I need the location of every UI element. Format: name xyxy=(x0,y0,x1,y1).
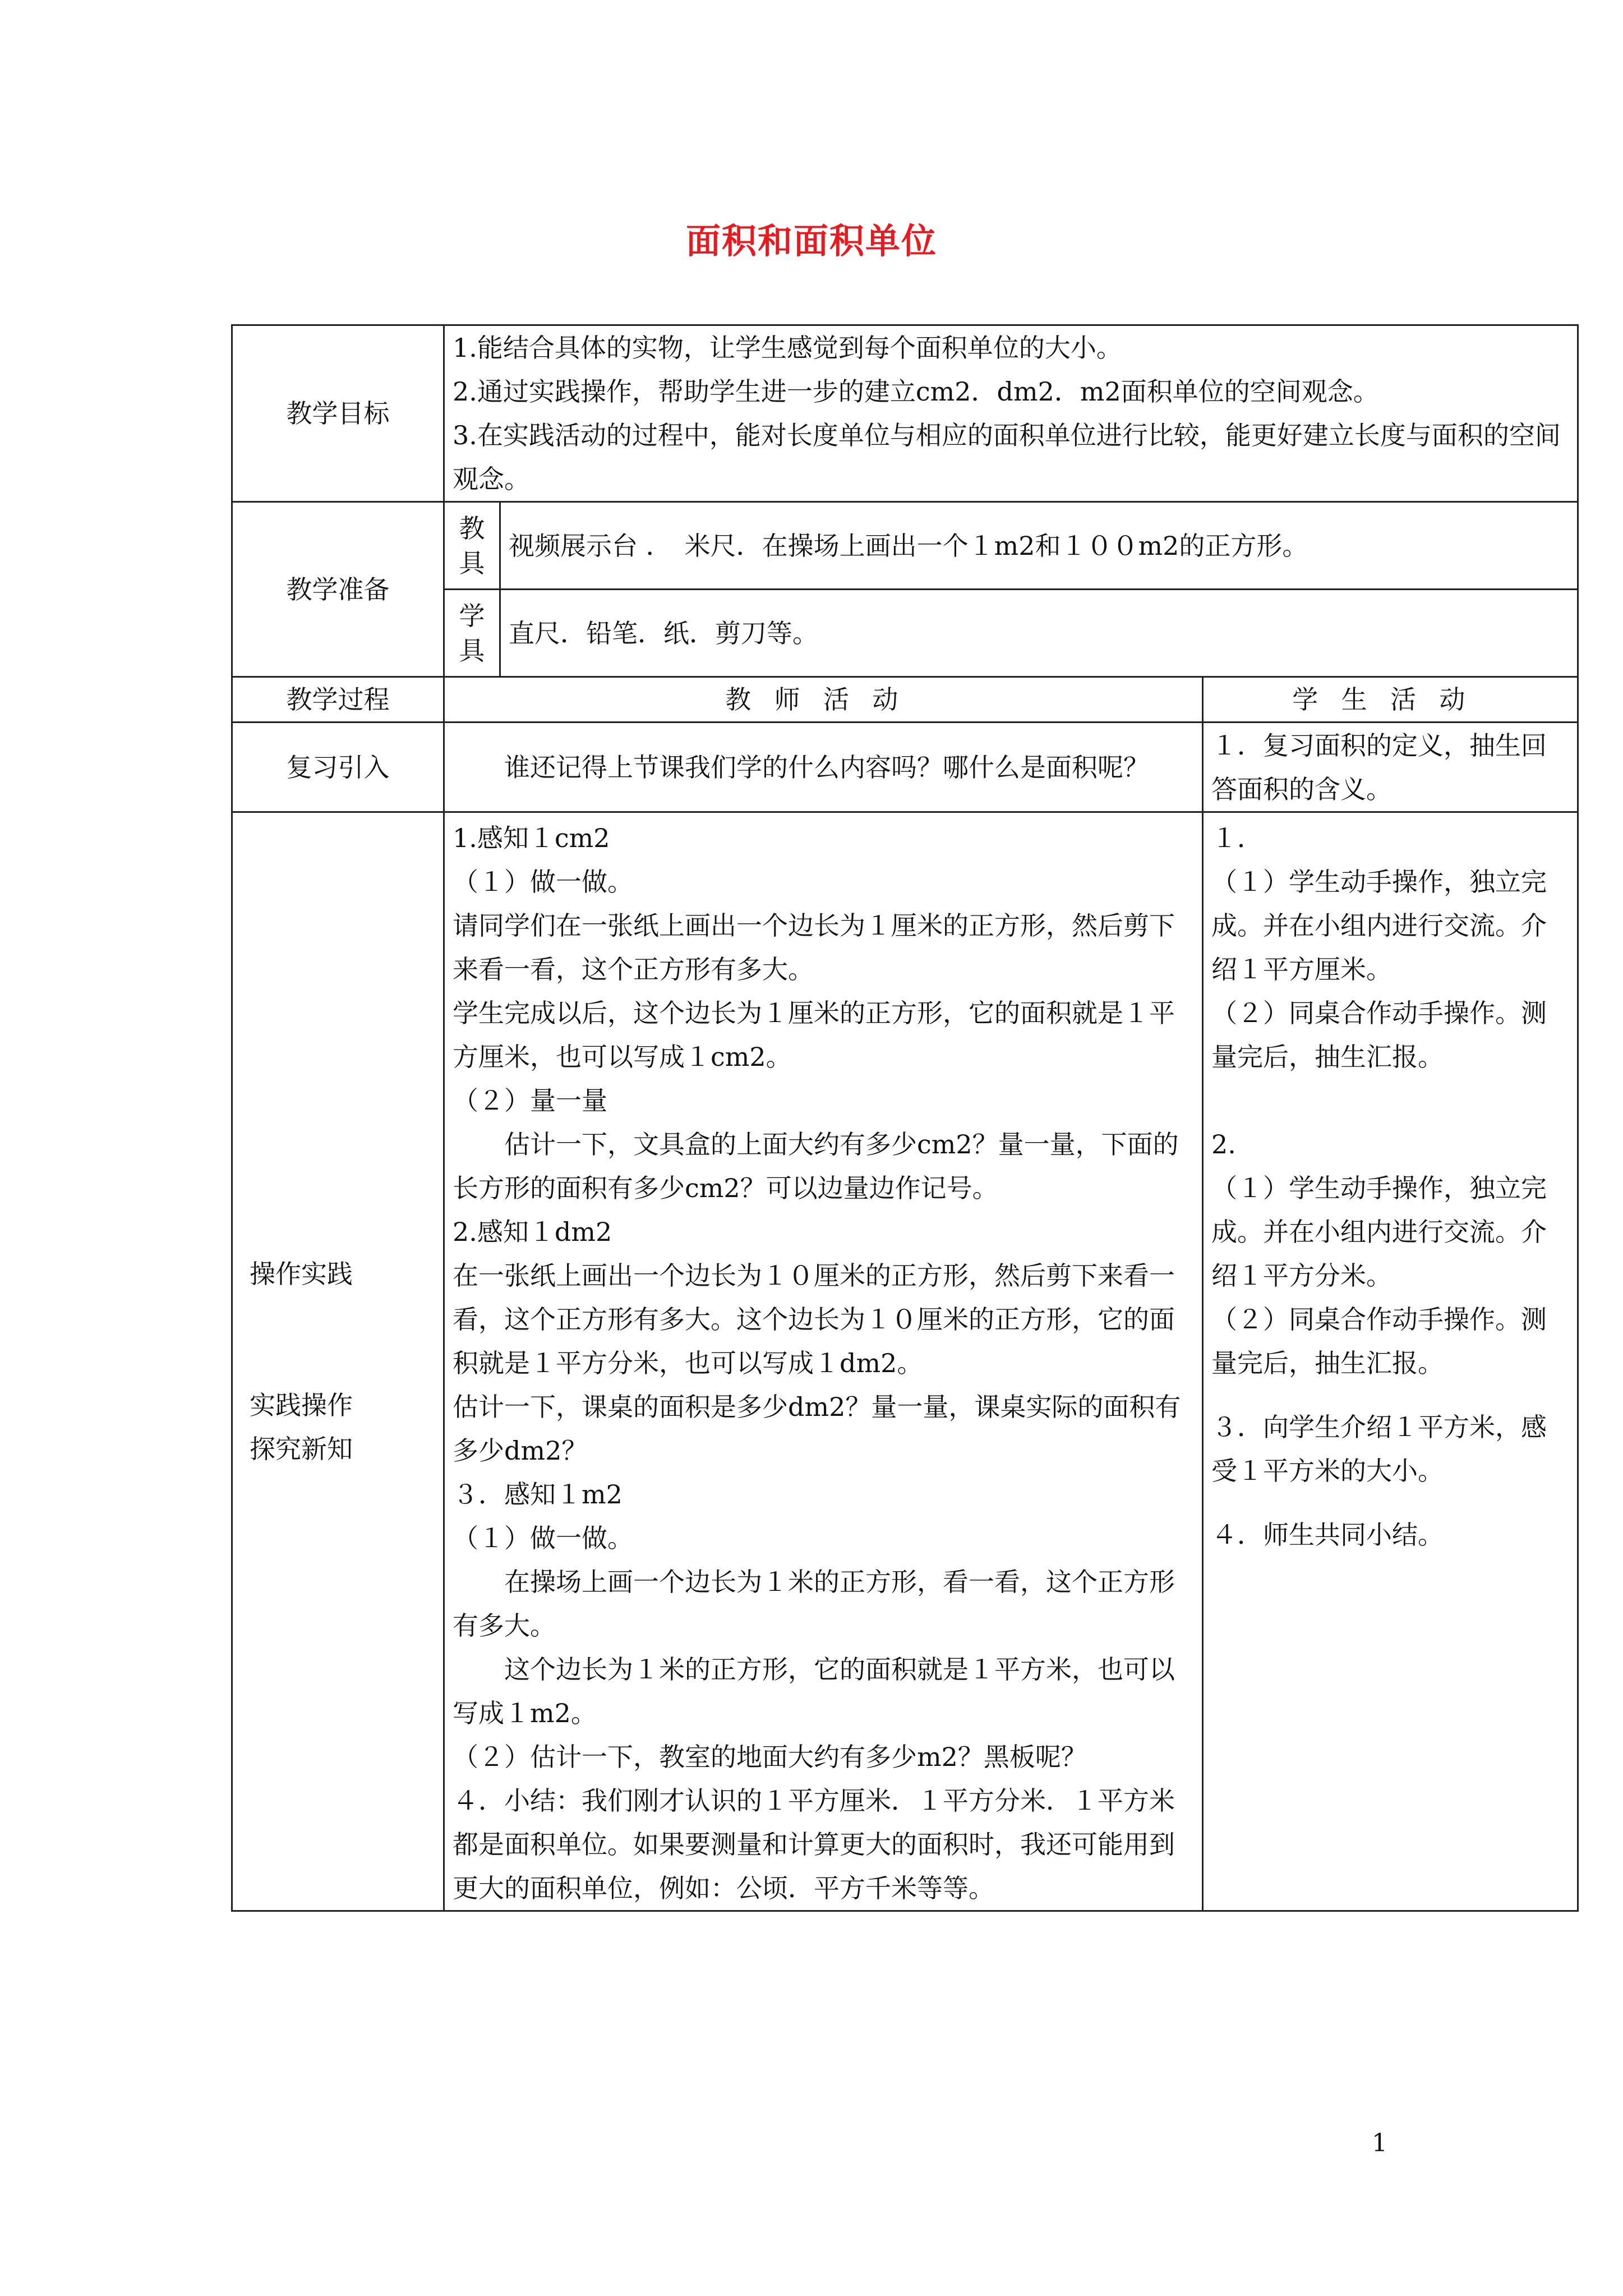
student-step: １． xyxy=(1211,823,1263,853)
student-tools-label: 学 具 xyxy=(444,590,500,677)
practice-row xyxy=(232,812,1578,1911)
teacher-step: （２）估计一下，教室的地面大约有多少m2？黑板呢？ xyxy=(453,1742,1087,1772)
teacher-step: 学生完成以后，这个边长为１厘米的正方形，它的面积就是１平方厘米，也可以写成１cm2。 xyxy=(453,998,1175,1072)
teacher-step: （１）做一做。 xyxy=(453,1523,633,1553)
teacher-step: 1.感知１cm2 xyxy=(453,823,610,853)
preparation-teacher-row xyxy=(232,502,1578,590)
teacher-step: ４．小结：我们刚才认识的１平方厘米．１平方分米．１平方米都是面积单位。如果要测量和计算更大的面积时，我还可能用到更大的面积单位，例如：公顷．平方千米等等。 xyxy=(453,1786,1175,1903)
teacher-step: ３．感知１m2 xyxy=(453,1479,623,1510)
teacher-step: （１）做一做。 xyxy=(453,867,633,897)
practice-student-content xyxy=(1203,812,1578,1911)
objective-item: 1.能结合具体的实物，让学生感觉到每个面积单位的大小。 xyxy=(453,333,1122,363)
student-step: ３．向学生介绍１平方米，感受１平方米的大小。 xyxy=(1211,1412,1547,1486)
practice-label: 操作实践 xyxy=(250,1259,353,1289)
practice-label-secondary: 探究新知 xyxy=(250,1434,353,1464)
teacher-step: 这个边长为１米的正方形，它的面积就是１平方米，也可以写成１m2。 xyxy=(453,1654,1175,1728)
process-label: 教学过程 xyxy=(232,677,444,723)
objective-item: 3.在实践活动的过程中，能对长度单位与相应的面积单位进行比较，能更好建立长度与面积的空间观念。 xyxy=(453,420,1561,494)
lesson-plan-table xyxy=(231,324,1579,1912)
student-step: （２）同桌合作动手操作。测量完后，抽生汇报。 xyxy=(1211,998,1547,1072)
review-row xyxy=(232,723,1578,812)
student-tools-text: 直尺．铅笔．纸．剪刀等。 xyxy=(500,590,1578,677)
student-step: （２）同桌合作动手操作。测量完后，抽生汇报。 xyxy=(1211,1304,1547,1378)
teacher-tools-text: 视频展示台 ． 米尺．在操场上画出一个１m2和１００m2的正方形。 xyxy=(500,502,1578,590)
student-step: （１）学生动手操作，独立完成。并在小组内进行交流。介绍１平方分米。 xyxy=(1211,1173,1547,1291)
teacher-step: 在一张纸上画出一个边长为１０厘米的正方形，然后剪下来看一看，这个正方形有多大。这个边长为１０厘米的正方形，它的面积就是１平方分米，也可以写成１dm2。 xyxy=(453,1260,1175,1378)
objectives-row xyxy=(232,325,1578,502)
teacher-step: 估计一下，课桌的面积是多少dm2？量一量，课桌实际的面积有多少dm2？ xyxy=(453,1392,1181,1466)
process-header-row xyxy=(232,677,1578,723)
student-step: 2. xyxy=(1211,1129,1236,1159)
student-activity-header: 学生活动 xyxy=(1203,677,1578,723)
teacher-step: （２）量一量 xyxy=(453,1085,607,1116)
review-teacher-text: 谁还记得上节课我们学的什么内容吗？哪什么是面积呢？ xyxy=(444,723,1203,812)
teacher-activity-header: 教师活动 xyxy=(444,677,1203,723)
practice-teacher-content xyxy=(444,812,1203,1911)
review-student-text: １．复习面积的定义，抽生回答面积的含义。 xyxy=(1203,723,1578,812)
teacher-step: 请同学们在一张纸上画出一个边长为１厘米的正方形，然后剪下来看一看，这个正方形有多大。 xyxy=(453,910,1175,984)
teacher-tools-label: 教 具 xyxy=(444,502,500,590)
objective-item: 2.通过实践操作，帮助学生进一步的建立cm2．dm2．m2面积单位的空间观念。 xyxy=(453,376,1379,407)
student-step: ４．师生共同小结。 xyxy=(1211,1520,1444,1550)
preparation-label: 教学准备 xyxy=(232,502,444,677)
objectives-label: 教学目标 xyxy=(232,325,444,502)
document-title: 面积和面积单位 xyxy=(685,220,937,261)
teacher-step: 2.感知１dm2 xyxy=(453,1217,612,1247)
practice-label-cell xyxy=(232,812,444,1911)
teacher-step: 在操场上画一个边长为１米的正方形，看一看，这个正方形有多大。 xyxy=(453,1567,1175,1641)
objectives-content xyxy=(444,325,1578,502)
review-label: 复习引入 xyxy=(232,723,444,812)
practice-label-secondary: 实践操作 xyxy=(250,1390,353,1420)
page-number: 1 xyxy=(1372,2129,1387,2157)
student-step: （１）学生动手操作，独立完成。并在小组内进行交流。介绍１平方厘米。 xyxy=(1211,867,1547,984)
teacher-step: 估计一下，文具盒的上面大约有多少cm2？量一量，下面的长方形的面积有多少cm2？可以边量边作记号。 xyxy=(453,1129,1179,1203)
